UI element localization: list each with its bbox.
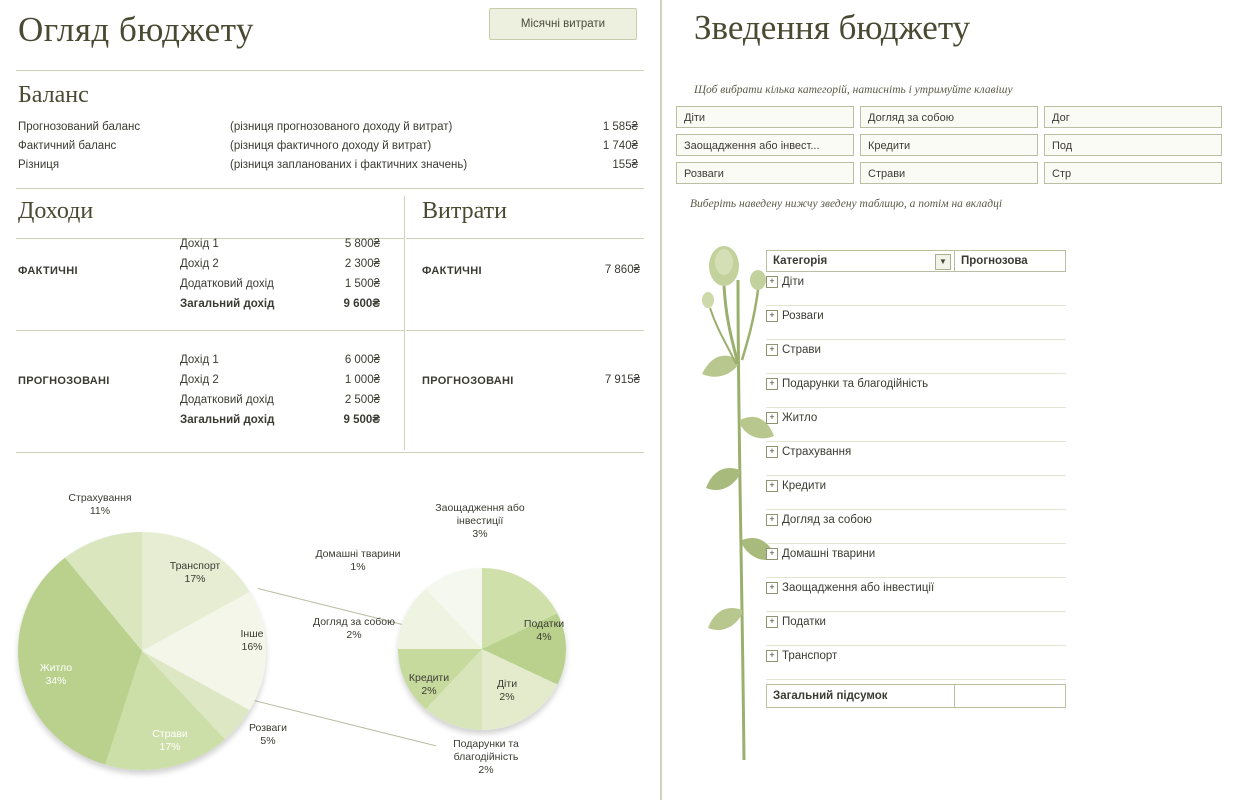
expand-icon[interactable]: +	[766, 378, 778, 390]
pivot-row-label: Догляд за собою	[782, 514, 872, 526]
pie-label-pct: 4%	[536, 631, 552, 643]
income-line	[180, 390, 390, 410]
pie-label-pct: 17%	[159, 741, 181, 753]
pie-label-loans	[396, 672, 462, 698]
pie-label-name: Діти	[496, 678, 518, 690]
summary-hint-bottom: Виберіть наведену нижчу зведену таблицю, а потім на вкладці	[690, 198, 1003, 210]
expenses-forecast-title: ПРОГНОЗОВАНІ	[422, 375, 514, 387]
income-line	[180, 254, 390, 274]
pie-label-insurance	[40, 492, 160, 518]
pivot-header-category-label: Категорія	[773, 255, 828, 267]
pivot-row[interactable]	[766, 612, 1066, 646]
income-line-amount: 5 800₴	[344, 238, 380, 250]
income-line-amount: 6 000₴	[344, 354, 380, 366]
tab-monthly-expenses[interactable]	[489, 8, 637, 40]
pie-label-name: Податки	[523, 618, 565, 630]
pie-label-name: Домашні тварини	[315, 548, 401, 560]
expand-icon[interactable]: +	[766, 650, 778, 662]
pivot-row-label: Кредити	[782, 480, 827, 492]
pie-label-pct: 1%	[350, 561, 366, 573]
pie-label-pct: 17%	[184, 573, 206, 585]
expand-icon[interactable]: +	[766, 514, 778, 526]
income-line	[180, 234, 390, 254]
income-line	[180, 350, 390, 370]
balance-row-note: (різниця запланованих і фактичних значень)	[230, 159, 468, 171]
expand-icon[interactable]: +	[766, 344, 778, 356]
pie-label-pct: 5%	[260, 735, 276, 747]
pivot-row[interactable]	[766, 510, 1066, 544]
slicer-row	[676, 106, 1236, 128]
balance-row	[18, 118, 642, 137]
pivot-row[interactable]	[766, 544, 1066, 578]
divider-mid-right	[406, 330, 644, 331]
pivot-row[interactable]	[766, 272, 1066, 306]
slicer-item-savings[interactable]: Заощадження або інвест...	[676, 134, 854, 156]
pivot-row[interactable]	[766, 476, 1066, 510]
income-total-amount: 9 600₴	[343, 298, 380, 310]
expenses-forecast-value: 7 915₴	[604, 374, 640, 386]
pie-label-pct: 34%	[45, 675, 67, 687]
expand-icon[interactable]: +	[766, 548, 778, 560]
divider-mid-left	[16, 330, 404, 331]
pie-label-pct: 3%	[472, 528, 488, 540]
pivot-row[interactable]	[766, 646, 1066, 680]
pie-label-name: Страхування	[68, 492, 132, 504]
divider-top	[16, 70, 644, 71]
balance-row-note: (різниця прогнозованого доходу й витрат)	[230, 121, 453, 133]
pivot-row-label: Житло	[782, 412, 818, 424]
pivot-header-row	[766, 250, 1066, 272]
pivot-row[interactable]	[766, 578, 1066, 612]
pivot-row-label: Заощадження або інвестиції	[782, 582, 935, 594]
page-title: Огляд бюджету	[18, 10, 255, 49]
expand-icon[interactable]: +	[766, 480, 778, 492]
balance-row-value: 1 740₴	[602, 140, 638, 152]
pie-label-name: Подарунки та благодійність	[453, 738, 519, 763]
pie-label-name: Страви	[152, 728, 188, 740]
income-line-name: Дохід 1	[180, 354, 219, 366]
income-actual-lines	[180, 234, 390, 314]
income-total-name: Загальний дохід	[180, 414, 275, 426]
income-total-amount: 9 500₴	[343, 414, 380, 426]
income-line	[180, 370, 390, 390]
slicer-item-partial-3[interactable]: Стр	[1044, 162, 1222, 184]
pie-label-name: Транспорт	[169, 560, 221, 572]
category-slicer[interactable]	[676, 106, 1236, 190]
pivot-row-label: Діти	[782, 276, 805, 288]
balance-row	[18, 137, 642, 156]
tab-monthly-expenses-label: Місячні витрати	[520, 18, 606, 30]
balance-row-label: Різниця	[18, 159, 60, 171]
income-line-name: Додатковий дохід	[180, 394, 274, 406]
section-heading-income: Доходи	[18, 198, 94, 224]
income-line-name: Дохід 2	[180, 258, 219, 270]
pie-label-housing	[16, 662, 96, 688]
income-total-name: Загальний дохід	[180, 298, 275, 310]
pie-label-pct: 2%	[478, 764, 494, 776]
pie-label-entertainment	[228, 722, 308, 748]
pie-label-savings	[420, 502, 540, 541]
pivot-row[interactable]	[766, 442, 1066, 476]
income-line-name: Дохід 2	[180, 374, 219, 386]
pivot-grand-total-row	[766, 684, 1066, 708]
pie-label-gifts	[426, 738, 546, 777]
budget-summary-sheet	[660, 0, 1073, 800]
expand-icon[interactable]: +	[766, 310, 778, 322]
pie-chart-other-breakdown	[398, 568, 566, 730]
income-line-amount: 2 300₴	[344, 258, 380, 270]
expense-pie-charts	[0, 470, 660, 800]
pie-label-pets	[300, 548, 416, 574]
pie-label-name: Розваги	[248, 722, 288, 734]
income-line-amount: 1 500₴	[344, 278, 380, 290]
slicer-row	[676, 162, 1236, 184]
pivot-row[interactable]	[766, 374, 1066, 408]
pivot-row-label: Подарунки та благодійність	[782, 378, 929, 390]
section-heading-expenses: Витрати	[422, 198, 507, 224]
divider-charts-top	[16, 452, 644, 453]
income-actual-title: ФАКТИЧНІ	[18, 265, 78, 277]
slicer-item-children[interactable]: Діти	[676, 106, 854, 128]
pie-label-name: Догляд за собою	[312, 616, 396, 628]
pie-label-taxes	[508, 618, 580, 644]
expand-icon[interactable]: +	[766, 276, 778, 288]
divider-expenses-head	[406, 238, 644, 239]
pie-label-pct: 2%	[499, 691, 515, 703]
pie-label-pct: 2%	[346, 629, 362, 641]
slicer-row	[676, 134, 1236, 156]
balance-row-value: 155₴	[612, 159, 638, 171]
pivot-row[interactable]	[766, 306, 1066, 340]
pivot-row-label: Розваги	[782, 310, 824, 322]
pie-label-children	[476, 678, 538, 704]
pivot-row[interactable]	[766, 340, 1066, 374]
pie-label-pct: 11%	[89, 505, 111, 517]
pivot-header-category[interactable]	[767, 251, 955, 271]
balance-row-note: (різниця фактичного доходу й витрат)	[230, 140, 432, 152]
balance-row-value: 1 585₴	[602, 121, 638, 133]
pie-label-name: Інше	[240, 628, 264, 640]
income-forecast-lines	[180, 350, 390, 430]
divider-balance-bottom	[16, 188, 644, 189]
chevron-down-icon[interactable]: ▼	[935, 254, 951, 270]
pie-label-food	[130, 728, 210, 754]
expenses-actual-value: 7 860₴	[604, 264, 640, 276]
pivot-row[interactable]	[766, 408, 1066, 442]
slicer-item-entertainment[interactable]: Розваги	[676, 162, 854, 184]
pie-label-name: Заощадження або інвестиції	[435, 502, 525, 527]
slicer-item-partial-2[interactable]: Под	[1044, 134, 1222, 156]
balance-row-label: Прогнозований баланс	[18, 121, 141, 133]
summary-title: Зведення бюджету	[694, 8, 971, 47]
expand-icon[interactable]: +	[766, 446, 778, 458]
pivot-row-label: Страви	[782, 344, 821, 356]
balance-row	[18, 156, 642, 175]
income-line-amount: 2 500₴	[344, 394, 380, 406]
pie-label-pct: 16%	[241, 641, 263, 653]
slicer-item-loans[interactable]: Кредити	[860, 134, 1038, 156]
summary-hint-top: Щоб вибрати кілька категорій, натисніть і утримуйте клавішу	[694, 84, 1013, 96]
pie-label-pct: 2%	[421, 685, 437, 697]
pie-label-name: Кредити	[408, 672, 450, 684]
income-line-amount: 1 000₴	[344, 374, 380, 386]
column-divider	[404, 196, 405, 450]
income-forecast-title: ПРОГНОЗОВАНІ	[18, 375, 110, 387]
pie-label-other	[212, 628, 292, 654]
slicer-item-personal-care[interactable]: Догляд за собою	[860, 106, 1038, 128]
pivot-row-label: Транспорт	[782, 650, 838, 662]
expand-icon[interactable]: +	[766, 582, 778, 594]
section-heading-balance: Баланс	[18, 82, 89, 108]
income-line	[180, 274, 390, 294]
income-line-name: Додатковий дохід	[180, 278, 274, 290]
expenses-actual-title: ФАКТИЧНІ	[422, 265, 482, 277]
income-line-name: Дохід 1	[180, 238, 219, 250]
pie-label-transport	[148, 560, 242, 586]
slicer-item-food[interactable]: Страви	[860, 162, 1038, 184]
pivot-row-label: Страхування	[782, 446, 852, 458]
income-line-total	[180, 294, 390, 314]
pivot-grand-total-label: Загальний підсумок	[767, 685, 955, 707]
balance-row-label: Фактичний баланс	[18, 140, 117, 152]
balance-rows	[18, 118, 642, 175]
pivot-header-forecast: Прогнозова	[961, 255, 1028, 267]
pie-label-name: Житло	[39, 662, 73, 674]
income-line-total	[180, 410, 390, 430]
expand-icon[interactable]: +	[766, 616, 778, 628]
pivot-row-label: Податки	[782, 616, 826, 628]
slicer-item-partial-1[interactable]: Дог	[1044, 106, 1222, 128]
pie-label-personal-care	[292, 616, 416, 642]
expand-icon[interactable]: +	[766, 412, 778, 424]
pivot-table[interactable]	[766, 250, 1066, 708]
pivot-row-label: Домашні тварини	[782, 548, 876, 560]
